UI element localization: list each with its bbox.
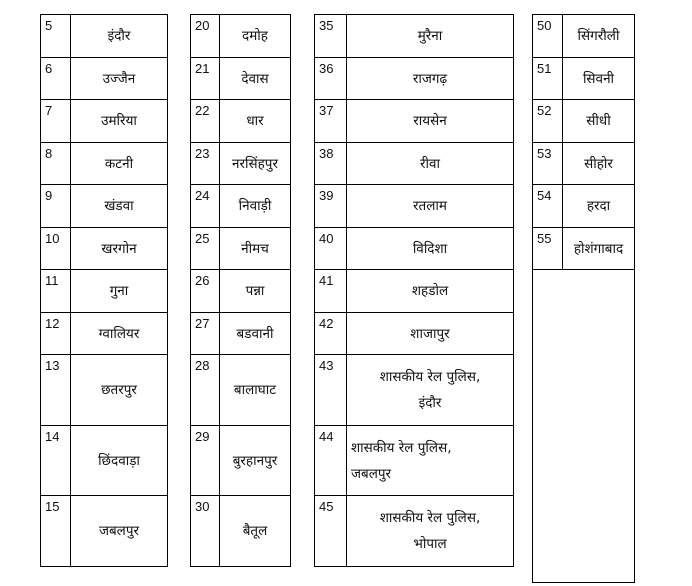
district-name: शहडोल — [347, 270, 514, 313]
table-row — [41, 355, 168, 426]
district-name: छतरपुर — [71, 355, 168, 426]
district-name: गुना — [71, 270, 168, 313]
district-name — [347, 426, 514, 496]
district-name — [347, 355, 514, 426]
district-name: बालाघाट — [220, 355, 291, 426]
table-row — [533, 58, 635, 100]
district-name: उज्जैन — [71, 58, 168, 100]
district-name: पन्ना — [220, 270, 291, 313]
table-row — [315, 270, 514, 313]
row-number: 40 — [315, 228, 347, 270]
row-number: 29 — [191, 426, 220, 496]
district-name: जबलपुर — [71, 496, 168, 567]
row-number: 13 — [41, 355, 71, 426]
table-row — [315, 58, 514, 100]
row-number: 45 — [315, 496, 347, 567]
row-number: 25 — [191, 228, 220, 270]
empty-cell — [533, 270, 635, 583]
row-number: 42 — [315, 313, 347, 355]
district-name: सिंगरौली — [563, 15, 635, 58]
table-row — [191, 496, 291, 567]
table-row — [315, 185, 514, 228]
district-name: बैतूल — [220, 496, 291, 567]
table-row — [533, 15, 635, 58]
district-name: राजगढ़ — [347, 58, 514, 100]
district-name: दमोह — [220, 15, 291, 58]
district-name: सिवनी — [563, 58, 635, 100]
district-table-3 — [314, 14, 514, 567]
table-row — [315, 228, 514, 270]
row-number: 30 — [191, 496, 220, 567]
district-name: सीधी — [563, 100, 635, 143]
table-row — [191, 100, 291, 143]
row-number: 28 — [191, 355, 220, 426]
row-number: 43 — [315, 355, 347, 426]
row-number: 44 — [315, 426, 347, 496]
table-row — [41, 313, 168, 355]
district-name: विदिशा — [347, 228, 514, 270]
table-row — [191, 58, 291, 100]
row-number: 8 — [41, 143, 71, 185]
district-name: मुरैना — [347, 15, 514, 58]
name-line-1: शासकीय रेल पुलिस, — [351, 439, 452, 456]
row-number: 55 — [533, 228, 563, 270]
row-number: 12 — [41, 313, 71, 355]
district-table-1 — [40, 14, 168, 567]
district-name: होशंगाबाद — [563, 228, 635, 270]
table-row — [533, 228, 635, 270]
district-table-2 — [190, 14, 291, 567]
row-number: 15 — [41, 496, 71, 567]
row-number: 37 — [315, 100, 347, 143]
table-row — [191, 15, 291, 58]
row-number: 6 — [41, 58, 71, 100]
table-row — [533, 185, 635, 228]
district-name: धार — [220, 100, 291, 143]
table-row — [191, 313, 291, 355]
table-row — [41, 185, 168, 228]
district-name: रायसेन — [347, 100, 514, 143]
table-row — [191, 270, 291, 313]
district-name: देवास — [220, 58, 291, 100]
row-number: 51 — [533, 58, 563, 100]
district-name: ग्वालियर — [71, 313, 168, 355]
district-name: रीवा — [347, 143, 514, 185]
row-number: 50 — [533, 15, 563, 58]
row-number: 7 — [41, 100, 71, 143]
table-row — [315, 100, 514, 143]
row-number: 35 — [315, 15, 347, 58]
empty-area — [533, 270, 635, 583]
row-number: 10 — [41, 228, 71, 270]
table-row — [41, 496, 168, 567]
row-number: 14 — [41, 426, 71, 496]
district-name: इंदौर — [71, 15, 168, 58]
row-number: 27 — [191, 313, 220, 355]
district-name: उमरिया — [71, 100, 168, 143]
row-number: 11 — [41, 270, 71, 313]
district-name: खरगोन — [71, 228, 168, 270]
name-line-2: भोपाल — [413, 536, 447, 552]
row-number: 52 — [533, 100, 563, 143]
district-name: निवाड़ी — [220, 185, 291, 228]
district-name: रतलाम — [347, 185, 514, 228]
table-row — [41, 100, 168, 143]
name-line-1: शासकीय रेल पुलिस, — [379, 369, 481, 385]
table-row — [315, 15, 514, 58]
row-number: 54 — [533, 185, 563, 228]
row-number: 22 — [191, 100, 220, 143]
district-name: बुरहानपुर — [220, 426, 291, 496]
table-row — [41, 270, 168, 313]
table-row — [41, 58, 168, 100]
table-row — [191, 228, 291, 270]
table-row — [191, 426, 291, 496]
district-name: कटनी — [71, 143, 168, 185]
district-name: शाजापुर — [347, 313, 514, 355]
table-row — [191, 185, 291, 228]
district-name: नीमच — [220, 228, 291, 270]
table-row — [315, 426, 514, 496]
table-row — [41, 228, 168, 270]
row-number: 24 — [191, 185, 220, 228]
district-name — [347, 496, 514, 567]
table-row — [533, 143, 635, 185]
row-number: 23 — [191, 143, 220, 185]
table-row — [41, 15, 168, 58]
row-number: 26 — [191, 270, 220, 313]
row-number: 38 — [315, 143, 347, 185]
row-number: 53 — [533, 143, 563, 185]
table-row — [315, 143, 514, 185]
table-row — [41, 426, 168, 496]
row-number: 36 — [315, 58, 347, 100]
row-number: 21 — [191, 58, 220, 100]
name-line-2: जबलपुर — [351, 465, 392, 482]
district-name: छिंदवाड़ा — [71, 426, 168, 496]
table-row — [191, 143, 291, 185]
row-number: 39 — [315, 185, 347, 228]
district-name: खंडवा — [71, 185, 168, 228]
table-row — [41, 143, 168, 185]
table-row — [315, 496, 514, 567]
district-table-4 — [532, 14, 635, 583]
row-number: 9 — [41, 185, 71, 228]
row-number: 5 — [41, 15, 71, 58]
district-name: नरसिंहपुर — [220, 143, 291, 185]
table-row — [191, 355, 291, 426]
table-row — [533, 100, 635, 143]
table-row — [315, 313, 514, 355]
district-name: बडवानी — [220, 313, 291, 355]
district-name: हरदा — [563, 185, 635, 228]
name-line-2: इंदौर — [418, 395, 442, 411]
row-number: 41 — [315, 270, 347, 313]
row-number: 20 — [191, 15, 220, 58]
district-name: सीहोर — [563, 143, 635, 185]
table-row — [315, 355, 514, 426]
name-line-1: शासकीय रेल पुलिस, — [379, 510, 481, 526]
